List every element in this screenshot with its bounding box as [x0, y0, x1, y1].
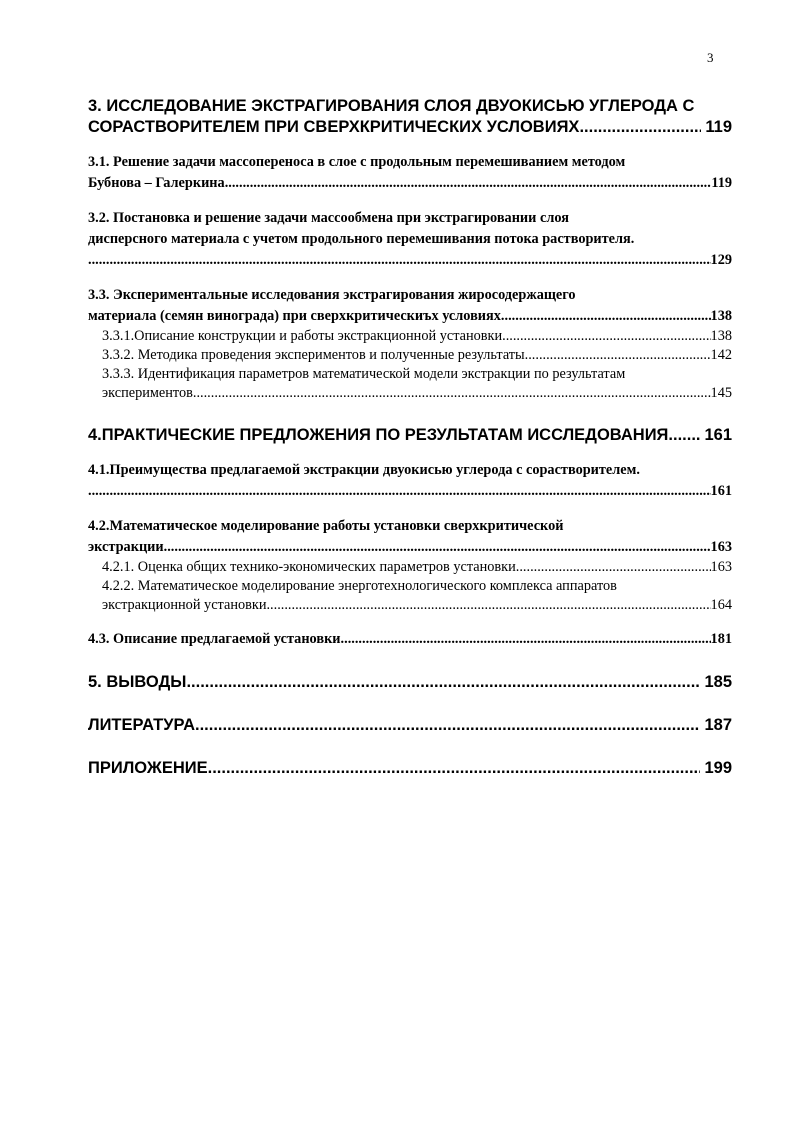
toc-entry-section-4-1[interactable]	[88, 460, 732, 502]
toc-page-number: 138	[710, 308, 732, 324]
toc-page-number: 181	[710, 631, 732, 647]
toc-entry-subsection-3-3-2[interactable]	[88, 346, 732, 365]
toc-entry-title: 3.3.1.Описание конструкции и работы экстракционной установки.	[102, 328, 506, 344]
toc-entry-section-4-2[interactable]	[88, 516, 732, 558]
leader-dots	[186, 672, 700, 693]
toc-entry-title: экспериментов	[102, 385, 193, 401]
toc-page-number: 129	[710, 252, 732, 268]
leader-dots	[193, 384, 711, 403]
toc-entry-title: 3.3. Экспериментальные исследования экстрагирования жиросодержащего	[88, 287, 576, 303]
leader-dots	[167, 537, 710, 558]
toc-entry-section-3-1[interactable]	[88, 152, 732, 194]
table-of-contents	[88, 96, 732, 779]
toc-entry-title: экстракционной установки.	[102, 597, 271, 613]
toc-entry-subsection-3-3-3[interactable]	[88, 365, 732, 403]
toc-entry-title: ПРИЛОЖЕНИЕ	[88, 759, 208, 777]
leader-dots	[344, 629, 710, 650]
toc-entry-subsection-4-2-2[interactable]	[88, 577, 732, 615]
toc-entry-chapter-5[interactable]	[88, 672, 732, 693]
toc-entry-chapter-4[interactable]	[88, 425, 732, 446]
toc-page-number: 164	[710, 597, 732, 613]
toc-entry-subsection-3-3-1[interactable]	[88, 327, 732, 346]
toc-entry-section-3-3[interactable]	[88, 285, 732, 327]
toc-entry-title: 4.2.Математическое моделирование работы установки сверхкритической	[88, 518, 564, 534]
toc-entry-title: 3. ИССЛЕДОВАНИЕ ЭКСТРАГИРОВАНИЯ СЛОЯ ДВУОКИСЬЮ УГЛЕРОДА С	[88, 97, 695, 115]
leader-dots	[195, 715, 700, 736]
page-number: 3	[707, 50, 714, 65]
toc-entry-title: 4.ПРАКТИЧЕСКИЕ ПРЕДЛОЖЕНИЯ ПО РЕЗУЛЬТАТАМ ИССЛЕДОВАНИЯ.	[88, 426, 674, 444]
leader-dots	[519, 558, 710, 577]
leader-dots	[528, 346, 710, 365]
toc-entry-title: дисперсного материала с учетом продольного перемешивания потока растворителя.	[88, 231, 635, 247]
toc-page-number: 163	[710, 559, 732, 575]
toc-entry-section-4-3[interactable]	[88, 629, 732, 650]
toc-entry-literature[interactable]	[88, 715, 732, 736]
leader-dots	[506, 327, 711, 346]
toc-entry-title: материала (семян винограда) при сверхкритическиъх условиях.	[88, 308, 505, 324]
toc-entry-title: 4.1.Преимущества предлагаемой экстракции двуокисью углерода с сорастворителем.	[88, 462, 640, 478]
toc-entry-title: 3.3.3. Идентификация параметров математической модели экстракции по результатам	[102, 366, 626, 382]
leader-dots	[505, 306, 711, 327]
toc-entry-title: 5. ВЫВОДЫ	[88, 673, 187, 691]
leader-dots	[673, 425, 700, 446]
toc-page-number: 199	[704, 759, 732, 777]
toc-page-number: 119	[711, 175, 732, 191]
leader-dots	[579, 117, 701, 138]
leader-dots	[270, 596, 711, 615]
leader-dots	[88, 481, 711, 502]
toc-entry-subsection-4-2-1[interactable]	[88, 558, 732, 577]
toc-entry-title: 4.2.2. Математическое моделирование энерготехнологического комплекса аппаратов	[102, 578, 617, 594]
toc-entry-section-3-2[interactable]	[88, 208, 732, 271]
toc-entry-chapter-3[interactable]	[88, 96, 732, 138]
toc-entry-title: 4.2.1. Оценка общих технико-экономических параметров установки.	[102, 559, 520, 575]
toc-page-number: 145	[710, 385, 732, 401]
leader-dots	[208, 758, 701, 779]
toc-page-number: 185	[704, 673, 732, 691]
toc-page-number: 161	[710, 483, 732, 499]
toc-entry-title: СОРАСТВОРИТЕЛЕМ ПРИ СВЕРХКРИТИЧЕСКИХ УСЛОВИЯХ	[88, 118, 580, 136]
leader-dots	[228, 173, 711, 194]
toc-entry-title: 3.2. Постановка и решение задачи массообмена при экстрагировании слоя	[88, 210, 569, 226]
toc-entry-title: 4.3. Описание предлагаемой установки.	[88, 631, 345, 647]
toc-entry-title: 3.1. Решение задачи массопереноса в слое с продольным перемешиванием методом	[88, 154, 626, 170]
toc-entry-title: 3.3.2. Методика проведения экспериментов и полученные результаты.	[102, 347, 529, 363]
toc-page-number: 142	[710, 347, 732, 363]
toc-page-number: 119	[705, 118, 732, 136]
toc-page-number: 187	[704, 716, 732, 734]
toc-page-number: 161	[704, 426, 732, 444]
toc-entry-appendix[interactable]	[88, 758, 732, 779]
leader-dots	[88, 250, 711, 271]
toc-entry-title: Бубнова – Галеркина.	[88, 175, 229, 191]
toc-entry-title: ЛИТЕРАТУРА	[88, 716, 195, 734]
toc-page-number: 163	[710, 539, 732, 555]
toc-page-number: 138	[710, 328, 732, 344]
toc-entry-title: экстракции.	[88, 539, 168, 555]
